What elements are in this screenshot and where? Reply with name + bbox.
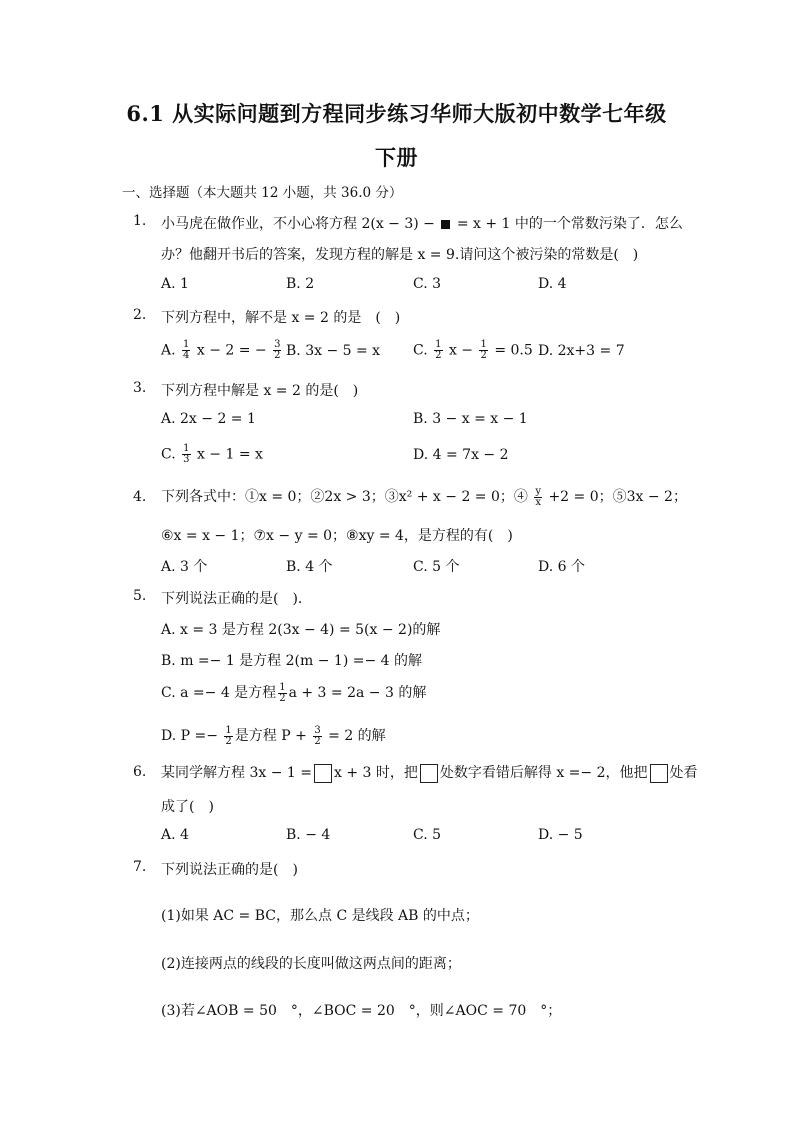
option-text: x − (448, 342, 474, 359)
blank-box (314, 764, 332, 783)
option-text: C. a =− 4 是方程 (161, 685, 277, 701)
option-d: D. 4 = 7x − 2 (413, 447, 509, 463)
option-b: B. m =− 1 是方程 2(m − 1) =− 4 的解 (161, 653, 422, 669)
option-c: C. 5 个 (413, 559, 460, 575)
option-c: C. 3 (413, 276, 442, 292)
question-text-part: 下列各式中：①x = 0；②2x > 3；③x² + x − 2 = 0；④ (161, 489, 528, 505)
numerator: 1 (480, 339, 487, 350)
denominator: x (535, 496, 541, 508)
option-label: C. (161, 446, 176, 463)
denominator: 2 (279, 692, 286, 704)
statement-1: (1)如果 AC = BC，那么点 C 是线段 AB 的中点； (161, 908, 479, 924)
numerator: 3 (314, 724, 321, 736)
option-d: D. − 5 (538, 827, 583, 843)
option-text: a + 3 = 2a − 3 的解 (288, 685, 427, 701)
question-text-part: 小马虎在做作业，不小心将方程 2(x − 3) − (161, 216, 435, 232)
question-text (161, 486, 687, 508)
numerator: 1 (279, 681, 286, 693)
question-text-part: 处数字看错后解得 x =− 2，他把 (439, 765, 648, 781)
option-a: A. 1 (161, 276, 189, 292)
option-a: A. 2x − 2 = 1 (161, 411, 256, 427)
question-text-part: 某同学解方程 3x − 1 = (161, 765, 312, 781)
question-text: 下列说法正确的是( ) (161, 862, 298, 878)
question-number: 2. (133, 307, 147, 323)
option-c: C. 5 (413, 827, 442, 843)
option-a: A. 3 个 (161, 559, 208, 575)
question-number: 1. (133, 213, 147, 229)
option-text: = 0.5 (494, 342, 533, 359)
numerator: 3 (274, 339, 281, 350)
question-text: 下列方程中，解不是 x = 2 的是 ( ) (161, 310, 401, 326)
question-text: 下列方程中解是 x = 2 的是( ) (161, 383, 359, 399)
fraction (182, 444, 190, 465)
option-a: A. 4 (161, 827, 189, 843)
question-text-part: +2 = 0；⑤3x − 2； (548, 489, 687, 505)
option-d: D. 6 个 (538, 559, 585, 575)
question-text (161, 762, 698, 783)
numerator: 1 (435, 339, 442, 350)
option-a (161, 340, 283, 361)
option-c (161, 444, 263, 465)
option-text: = 2 的解 (328, 728, 386, 744)
denominator: 2 (225, 735, 232, 747)
fraction (182, 340, 190, 361)
option-b: B. 4 个 (286, 559, 333, 575)
blank-box (420, 764, 438, 783)
numerator: 1 (183, 443, 190, 454)
denominator: 2 (274, 350, 281, 361)
option-d: D. 2x+3 = 7 (538, 343, 625, 359)
smudge-mark (441, 220, 450, 229)
option-a: A. x = 3 是方程 2(3x − 4) = 5(x − 2)的解 (161, 622, 441, 638)
denominator: 2 (480, 350, 487, 361)
option-b: B. − 4 (286, 827, 331, 843)
denominator: 3 (183, 454, 190, 465)
question-text: ⑥x = x − 1；⑦x − y = 0；⑧xy = 4，是方程的有( ) (161, 528, 513, 544)
fraction (278, 683, 286, 704)
question-text: 下列说法正确的是( )． (161, 591, 312, 607)
option-b: B. 3x − 5 = x (286, 343, 381, 359)
page-title-line1: 6.1 从实际问题到方程同步练习华师大版初中数学七年级 (126, 101, 667, 126)
denominator: 4 (183, 350, 190, 361)
option-d: D. 4 (538, 276, 567, 292)
option-text: x − 1 = x (196, 446, 263, 463)
option-label: C. (413, 342, 428, 359)
fraction (224, 726, 232, 747)
question-text-part: = x + 1 中的一个常数污染了．怎么 (456, 216, 683, 232)
option-text: x − 2 = − (196, 342, 267, 359)
page-title-line2: 下册 (375, 145, 418, 170)
denominator: 2 (435, 350, 442, 361)
option-c (413, 340, 533, 361)
question-text: 成了( ) (161, 799, 214, 815)
blank-box (650, 764, 668, 783)
question-text (161, 213, 683, 233)
question-text-part: 处看 (669, 765, 698, 781)
option-b: B. 2 (286, 276, 315, 292)
denominator: 2 (314, 735, 321, 747)
statement-3: (3)若∠AOB = 50 °，∠BOC = 20 °，则∠AOC = 70 °； (161, 1003, 562, 1019)
question-number: 3. (133, 380, 147, 396)
question-text: 办？他翻开书后的答案，发现方程的解是 x = 9.请问这个被污染的常数是( ) (161, 247, 639, 263)
option-b: B. 3 − x = x − 1 (413, 411, 528, 427)
question-number: 5. (133, 588, 147, 604)
fraction (313, 726, 321, 747)
option-text: 是方程 P + (234, 728, 307, 744)
question-text-part: x + 3 时，把 (333, 765, 418, 781)
numerator: 1 (183, 339, 190, 350)
section-heading: 一、选择题（本大题共 12 小题，共 36.0 分） (122, 185, 403, 201)
fraction (434, 340, 442, 361)
option-label: A. (161, 342, 176, 359)
option-c (161, 682, 426, 704)
question-number: 4. (133, 489, 147, 505)
question-number: 7. (133, 859, 147, 875)
fraction (479, 340, 487, 361)
option-d (161, 725, 386, 747)
option-text: D. P =− (161, 728, 218, 744)
fraction (273, 340, 281, 361)
statement-2: (2)连接两点的线段的长度叫做这两点间的距离； (161, 956, 461, 972)
fraction (534, 487, 542, 508)
question-number: 6. (133, 764, 147, 780)
numerator: 1 (225, 724, 232, 736)
numerator: y (535, 485, 541, 497)
